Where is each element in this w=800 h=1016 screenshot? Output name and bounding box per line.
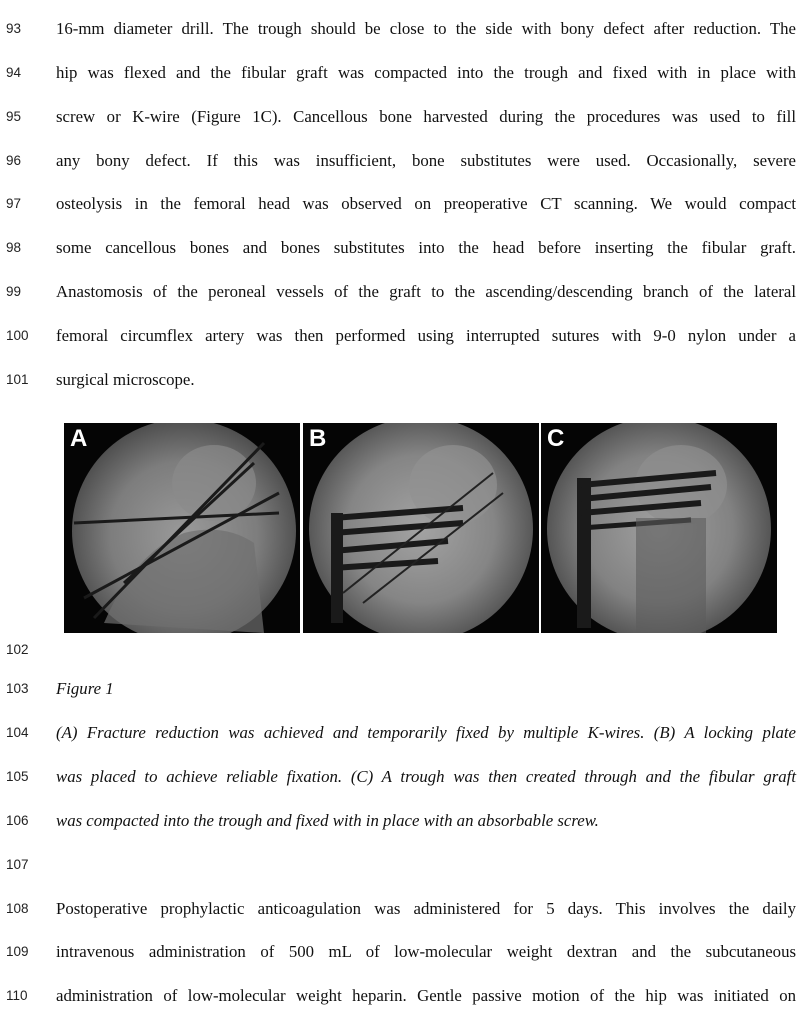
text-line (0, 106, 800, 130)
text-line (0, 325, 800, 349)
line-number: 106 (6, 813, 29, 828)
fluoroscopy-panel-a (64, 423, 300, 633)
text-line (0, 369, 800, 393)
fluoroscopy-panel-b (303, 423, 539, 633)
fluoroscopy-panel-c (541, 423, 777, 633)
text-line (0, 766, 800, 790)
body-text: osteolysis in the femoral head was observed on preoperative CT scanning. We would compact (56, 194, 796, 213)
fluoroscopy-image (303, 423, 539, 633)
line-number: 100 (6, 328, 29, 343)
body-text: surgical microscope. (56, 370, 195, 389)
text-line (0, 985, 800, 1009)
text-line (0, 898, 800, 922)
body-text: some cancellous bones and bones substitutes into the head before inserting the fibular graft. (56, 238, 796, 257)
body-text: intravenous administration of 500 mL of low-molecular weight dextran and the subcutaneous (56, 942, 796, 961)
line-number: 103 (6, 681, 29, 696)
line-number: 108 (6, 901, 29, 916)
text-line (0, 237, 800, 261)
fluoroscopy-image (541, 423, 777, 633)
figure-caption-title: Figure 1 (56, 679, 114, 698)
text-line (0, 281, 800, 305)
text-line (0, 639, 800, 663)
line-number: 107 (6, 857, 29, 872)
line-number: 105 (6, 769, 29, 784)
text-line (0, 722, 800, 746)
text-line (0, 18, 800, 42)
line-number: 96 (6, 153, 22, 168)
line-number: 97 (6, 196, 22, 211)
text-line (0, 678, 800, 702)
line-number: 93 (6, 21, 22, 36)
body-text: any bony defect. If this was insufficient, bone substitutes were used. Occasionally, severe (56, 151, 796, 170)
figure-caption-text: was placed to achieve reliable fixation. (C) A trough was then created through and the fibular graft (56, 767, 796, 786)
body-text: femoral circumflex artery was then performed using interrupted sutures with 9-0 nylon under a (56, 326, 796, 345)
fluoroscopy-image (64, 423, 300, 633)
body-text: Postoperative prophylactic anticoagulation was administered for 5 days. This involves the daily (56, 899, 796, 918)
body-text: hip was flexed and the fibular graft was compacted into the trough and fixed with in place with (56, 63, 796, 82)
text-line (0, 150, 800, 174)
body-text: 16-mm diameter drill. The trough should be close to the side with bony defect after reduction. The (56, 19, 796, 38)
text-line (0, 854, 800, 878)
body-text: Anastomosis of the peroneal vessels of the graft to the ascending/descending branch of the lateral (56, 282, 796, 301)
text-line (0, 810, 800, 834)
line-number: 110 (6, 988, 28, 1003)
figure-1-image (64, 423, 797, 633)
line-number: 95 (6, 109, 22, 124)
line-number: 99 (6, 284, 22, 299)
text-line (0, 941, 800, 965)
panel-label: B (309, 425, 327, 452)
panel-label: A (70, 425, 88, 452)
body-text: administration of low-molecular weight heparin. Gentle passive motion of the hip was initiated on (56, 986, 796, 1005)
panel-label: C (547, 425, 565, 452)
line-number: 94 (6, 65, 22, 80)
text-line (0, 193, 800, 217)
figure-caption-text: (A) Fracture reduction was achieved and temporarily fixed by multiple K-wires. (B) A locking plate (56, 723, 796, 742)
text-line (0, 62, 800, 86)
line-number: 102 (6, 642, 29, 657)
figure-caption-text: was compacted into the trough and fixed with in place with an absorbable screw. (56, 811, 599, 830)
line-number: 109 (6, 944, 29, 959)
line-number: 104 (6, 725, 29, 740)
body-text: screw or K-wire (Figure 1C). Cancellous bone harvested during the procedures was used to fill (56, 107, 796, 126)
line-number: 98 (6, 240, 22, 255)
line-number: 101 (6, 372, 29, 387)
